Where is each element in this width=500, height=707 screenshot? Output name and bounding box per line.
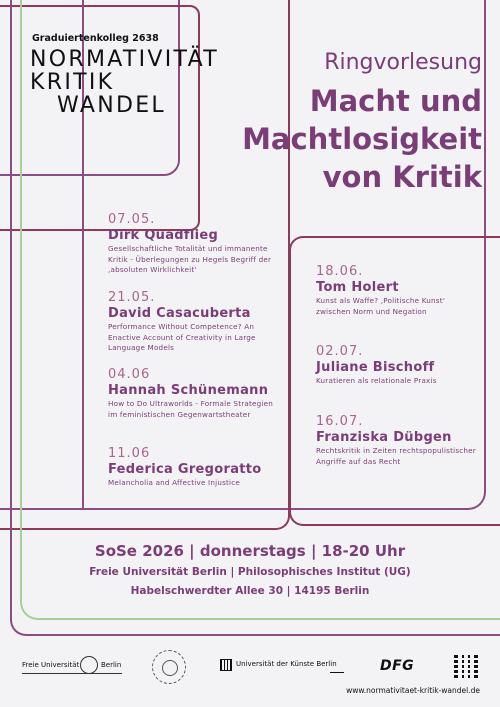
lecture-speaker: Hannah Schünemann bbox=[108, 383, 269, 398]
title-line-1: Macht und bbox=[309, 84, 482, 118]
lecture-speaker: Federica Gregoratto bbox=[108, 462, 262, 477]
lecture-date: 07.05. bbox=[108, 212, 156, 227]
lecture-speaker: Franziska Dübgen bbox=[316, 430, 452, 445]
hu-seal-icon bbox=[152, 650, 186, 684]
series-label: Ringvorlesung bbox=[324, 50, 482, 75]
lecture-title: Rechtskritik in Zeiten rechtspopulistischer Angriffe auf das Recht bbox=[316, 446, 476, 466]
title-line-2: Machtlosigkeit bbox=[242, 122, 482, 156]
lecture-date: 21.05. bbox=[108, 290, 156, 305]
lecture-speaker: Dirk Quadflieg bbox=[108, 228, 219, 243]
event-venue: Freie Universität Berlin | Philosophisches Institut (UG) bbox=[89, 566, 411, 578]
dfg-logo: DFG bbox=[380, 658, 415, 674]
lecture-date: 11.06 bbox=[108, 446, 151, 461]
lecture-speaker: Tom Holert bbox=[316, 280, 399, 295]
event-address: Habelschwerdter Allee 30 | 14195 Berlin bbox=[130, 585, 370, 597]
website-link[interactable]: www.normativitaet-kritik-wandel.de bbox=[346, 686, 480, 695]
lecture-title: Melancholia and Affective Injustice bbox=[108, 478, 241, 487]
udk-logo-text: Universität der Künste Berlin bbox=[236, 660, 337, 668]
lecture-title: Kuratieren als relationale Praxis bbox=[316, 376, 437, 385]
qr-code-icon bbox=[454, 654, 478, 678]
lecture-item bbox=[108, 446, 283, 489]
lecture-item bbox=[316, 264, 481, 317]
logo-line-1: NORMATIVITÄT bbox=[30, 47, 219, 72]
lecture-speaker: David Casacuberta bbox=[108, 306, 251, 321]
fu-underline bbox=[22, 673, 122, 674]
udk-underline bbox=[330, 672, 344, 673]
lecture-title: Kunst als Waffe? ‚Politische Kunst‘ zwischen Norm und Negation bbox=[316, 296, 446, 316]
lecture-date: 18.06. bbox=[316, 264, 364, 279]
lecture-item bbox=[108, 290, 278, 354]
fu-seal-icon bbox=[80, 656, 98, 674]
kolleg-label: Graduiertenkolleg 2638 bbox=[32, 33, 159, 44]
lecture-speaker: Juliane Bischoff bbox=[316, 360, 435, 375]
title-line-3: von Kritik bbox=[322, 160, 482, 194]
lecture-item bbox=[316, 414, 481, 467]
lecture-item bbox=[108, 367, 278, 420]
lecture-title: How to Do Ultraworlds - Formale Strategien im feministischen Gegenwartstheater bbox=[108, 399, 273, 419]
lecture-date: 02.07. bbox=[316, 344, 364, 359]
lecture-item bbox=[316, 344, 481, 387]
logo-line-2: KRITIK bbox=[30, 70, 115, 95]
event-time: SoSe 2026 | donnerstags | 18-20 Uhr bbox=[94, 542, 406, 560]
lecture-title: Performance Without Competence? An Enactive Account of Creativity in Large Language Models bbox=[108, 322, 256, 352]
lecture-item bbox=[108, 212, 283, 276]
fu-logo bbox=[22, 656, 122, 678]
lecture-date: 04.06 bbox=[108, 367, 151, 382]
udk-grid-icon bbox=[220, 659, 232, 671]
fu-logo-text-left: Freie Universität bbox=[22, 661, 80, 669]
lecture-title: Gesellschaftliche Totalität und immanente Kritik - Überlegungen zu Hegels Begriff der ‚absoluten Wirklichkeit‘ bbox=[108, 244, 272, 274]
lecture-date: 16.07. bbox=[316, 414, 364, 429]
fu-logo-text-right: Berlin bbox=[101, 661, 122, 669]
logo-line-3: WANDEL bbox=[57, 93, 166, 118]
